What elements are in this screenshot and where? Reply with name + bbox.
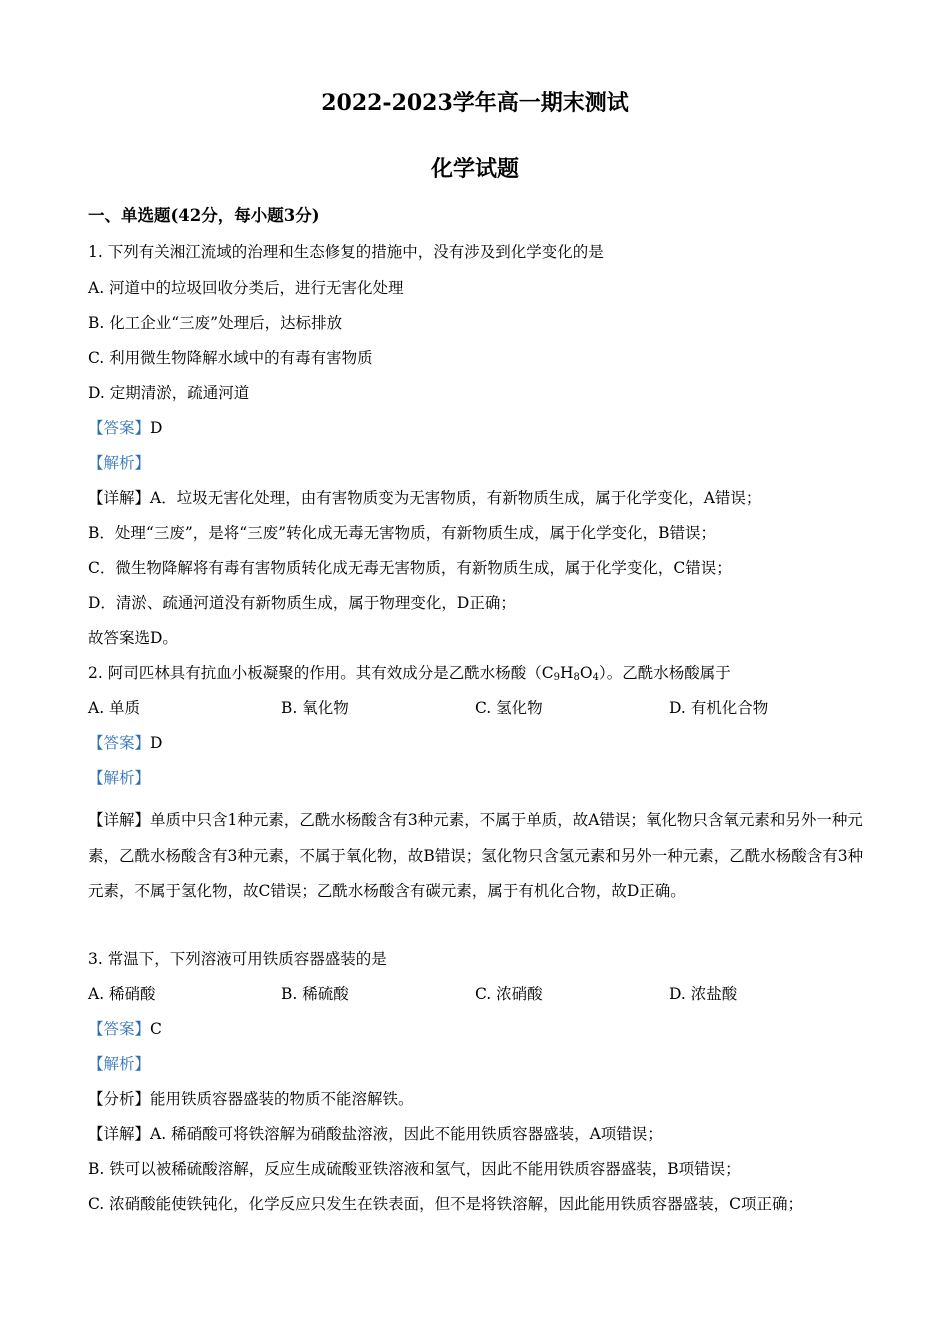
answer-label: 【答案】 (88, 1020, 151, 1038)
q3-option-d: D. 浓盐酸 (669, 985, 738, 1003)
q1-answer-value: D (150, 419, 163, 437)
q2-option-a: A. 单质 (88, 699, 141, 717)
q3-answer-value: C (150, 1020, 162, 1038)
q2-stem-tail: ）。乙酰水杨酸属于 (598, 664, 731, 682)
q1-stem: 1. 下列有关湘江流域的治理和生态修复的措施中，没有涉及到化学变化的是 (88, 243, 604, 261)
q3-detail-line: C. 浓硝酸能使铁钝化，化学反应只发生在铁表面，但不是将铁溶解，因此能用铁质容器盛装，C项正确； (88, 1195, 804, 1213)
q3-detail-line (88, 1124, 663, 1144)
q3-fenxi-text: 能用铁质容器盛装的物质不能溶解铁。 (150, 1090, 414, 1108)
fenxi-label: 【分析】 (88, 1090, 151, 1108)
exam-title: 2022-2023学年高一期末测试 (321, 90, 629, 116)
detail-label: 【详解】 (88, 489, 151, 507)
q2-detail (88, 803, 878, 910)
q2-answer (88, 733, 162, 753)
q1-answer (88, 418, 162, 438)
q3-analysis (88, 1054, 150, 1074)
q1-option-d: D. 定期清淤，疏通河道 (88, 384, 250, 402)
q1-detail-text: A．垃圾无害化处理，由有害物质变为无害物质，有新物质生成，属于化学变化，A错误； (150, 489, 762, 507)
q1-detail-line: B．处理“三废”，是将“三废”转化成无毒无害物质，有新物质生成，属于化学变化，B错误； (88, 524, 716, 542)
section-heading: 一、单选题(42分，每小题3分) (88, 206, 320, 225)
q1-conclusion: 故答案选D。 (88, 629, 178, 647)
q3-stem: 3. 常温下，下列溶液可用铁质容器盛装的是 (88, 950, 387, 968)
analysis-label: 【解析】 (88, 454, 151, 472)
q1-option-b: B. 化工企业“三废”处理后，达标排放 (88, 314, 343, 332)
q1-detail-line: C．微生物降解将有毒有害物质转化成无毒无害物质，有新物质生成，属于化学变化，C错误； (88, 559, 732, 577)
answer-label: 【答案】 (88, 419, 151, 437)
q2-stem-text: 2. 阿司匹林具有抗血小板凝聚的作用。其有效成分是乙酰水杨酸（ (88, 664, 542, 682)
q2-option-b: B. 氧化物 (281, 699, 349, 717)
q1-option-a: A. 河道中的垃圾回收分类后，进行无害化处理 (88, 279, 404, 297)
q3-detail-text: A. 稀硝酸可将铁溶解为硝酸盐溶液，因此不能用铁质容器盛装，A项错误； (150, 1125, 663, 1143)
q2-option-d: D. 有机化合物 (669, 699, 769, 717)
q2-analysis (88, 768, 150, 788)
detail-label: 【详解】 (88, 1125, 151, 1143)
q3-option-c: C. 浓硝酸 (475, 985, 543, 1003)
answer-label: 【答案】 (88, 734, 151, 752)
q3-answer (88, 1019, 162, 1039)
q2-answer-value: D (150, 734, 163, 752)
q2-detail-text: 单质中只含1种元素，乙酰水杨酸含有3种元素，不属于单质，故A错误；氧化物只含氧元素和另外一种元素，乙酰水杨酸含有3种元素，不属于氧化物，故B错误；氢化物只含氢元素和另外一种元素，乙酰水杨酸含有3种元素，不属于氢化物，故C错误；乙酰水杨酸含有碳元素，属于有机化合物，故D正确。 (88, 811, 864, 900)
q1-detail-line: D．清淤、疏通河道没有新物质生成，属于物理变化，D正确； (88, 594, 516, 612)
q3-option-b: B. 稀硫酸 (281, 985, 349, 1003)
q3-fenxi (88, 1089, 414, 1109)
q1-detail-line (88, 488, 761, 508)
q1-analysis (88, 453, 150, 473)
q2-stem (88, 663, 731, 683)
detail-label: 【详解】 (88, 811, 151, 829)
analysis-label: 【解析】 (88, 769, 151, 787)
q1-option-c: C. 利用微生物降解水域中的有毒有害物质 (88, 349, 373, 367)
chemical-formula: $C_9H_8O_4$ (541, 664, 599, 683)
subject-title: 化学试题 (430, 156, 519, 182)
q3-option-a: A. 稀硝酸 (88, 985, 156, 1003)
q2-option-c: C. 氢化物 (475, 699, 543, 717)
q3-detail-line: B. 铁可以被稀硫酸溶解，反应生成硫酸亚铁溶液和氢气，因此不能用铁质容器盛装，B项错误； (88, 1160, 741, 1178)
analysis-label: 【解析】 (88, 1055, 151, 1073)
